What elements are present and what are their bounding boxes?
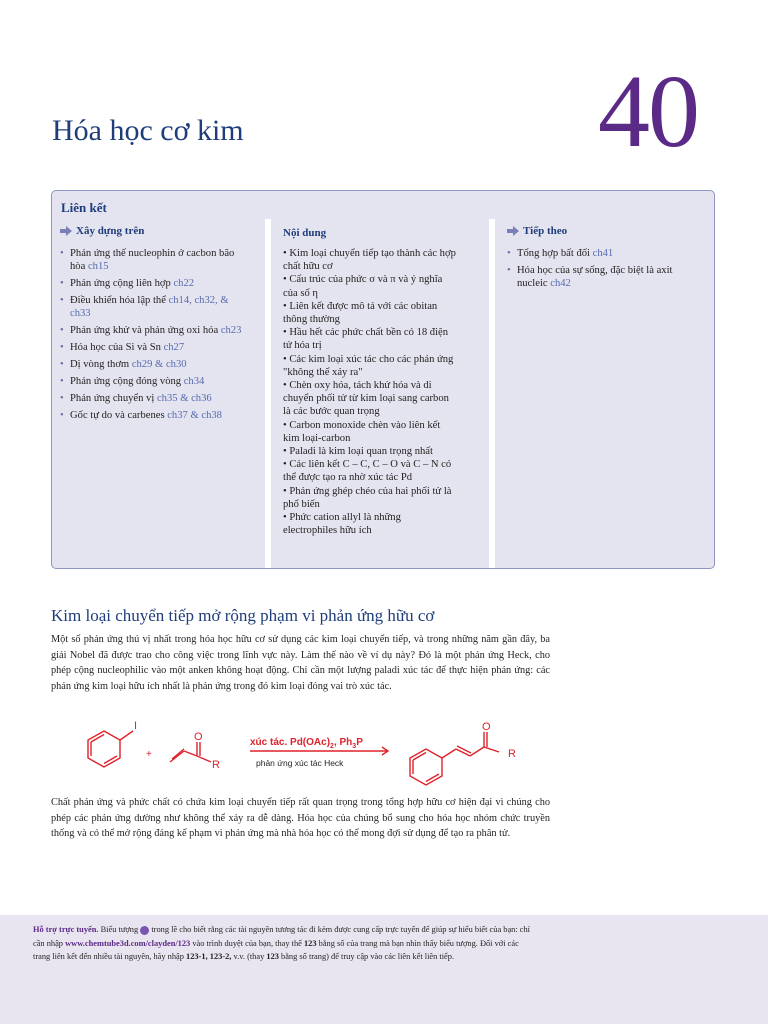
footer-text-part: v.v. (thay — [231, 952, 267, 962]
built-on-title: Xây dựng trên — [76, 225, 145, 237]
content-line: tử hóa trị — [283, 340, 322, 352]
link-list-item — [60, 392, 250, 405]
link-item-text: Phản ứng thế nucleophin ở cacbon bão hòa — [70, 248, 235, 272]
content-line: thông thường — [283, 314, 340, 326]
link-item-text: Điều khiển hóa lập thể — [70, 295, 169, 306]
content-line: kim loại-carbon — [283, 432, 351, 444]
link-list-item — [60, 277, 250, 290]
footer-bold: 123 — [266, 952, 279, 962]
section-heading: Kim loại chuyển tiếp mở rộng phạm vi phản ứng hữu cơ — [51, 606, 435, 625]
content-line: • Paladi là kim loại quan trọng nhất — [283, 446, 433, 458]
links-box — [51, 190, 715, 569]
content-line: • Phản ứng ghép chéo của hai phối tử là — [283, 485, 452, 497]
next-heading — [507, 225, 567, 237]
online-support-footer — [0, 915, 768, 1024]
content-heading: Nội dung — [283, 227, 327, 239]
iodine-label: I — [134, 720, 138, 732]
chapter-ref-link[interactable]: ch37 & ch38 — [167, 410, 222, 421]
catalyst-label: xúc tác. $Pd(OAc)_2$, $Ph_3P$ — [250, 737, 363, 750]
content-list — [283, 247, 475, 537]
link-list-item — [60, 358, 250, 371]
link-list-item — [60, 341, 250, 354]
content-line: • Hầu hết các phức chất bền có 18 điện — [283, 327, 449, 339]
link-item-text: Phản ứng chuyển vị — [70, 393, 157, 404]
link-item-text: Gốc tự do và carbenes — [70, 410, 168, 421]
content-line: • Chèn oxy hóa, tách khử hóa và di — [283, 380, 432, 392]
footer-text-part: trong lề cho biết rằng các tài nguyên tương tác đi kèm được cung cấp trực tuyến để giúp sự hiểu biết của bạn: chỉ cần nhập — [33, 925, 531, 948]
content-line: chất hữu cơ — [283, 261, 333, 273]
chapter-number: 40 — [598, 54, 698, 169]
footer-lead: Hỗ trợ trực tuyến. — [33, 925, 99, 934]
chapter-ref-link[interactable]: ch41 — [592, 248, 614, 259]
links-heading: Liên kết — [61, 200, 107, 215]
link-item-text: Phản ứng cộng đóng vòng — [70, 376, 184, 387]
chapter-ref-link[interactable]: ch34 — [183, 376, 205, 387]
built-on-heading — [60, 225, 144, 237]
paragraph-summary: Chất phản ứng và phức chất có chứa kim loại chuyển tiếp rất quan trọng trong tổng hợp hữu cơ hiện đại vì chúng cho phép các phản ứng dường như không thể xảy ra dễ dàng. Hóa học của chúng bổ sung cho hóa học nhóm chức truyền thống và có thể mở rộng đáng kể phạm vi phản ứng mà nhà hóa học có thể mong đợi sử dụng để tạo ra phân tử. — [51, 797, 550, 839]
content-line: • Các liên kết C – C, C – O và C – N có — [283, 459, 452, 471]
content-line: • Cấu trúc của phức σ và π và ý nghĩa — [283, 274, 443, 286]
content-line: của số η — [283, 287, 318, 299]
link-item-text: Phản ứng cộng liên hợp — [70, 278, 174, 289]
product-oxygen-label: O — [482, 721, 491, 733]
footer-bold: 123 — [303, 938, 317, 948]
chapter-ref-link[interactable]: ch35 & ch36 — [156, 393, 212, 404]
link-list-item — [507, 247, 702, 260]
footer-text — [33, 923, 533, 964]
content-line: • Liên kết được mô tả với các obitan — [283, 300, 438, 312]
column-divider — [489, 219, 495, 568]
arrow-right-icon — [507, 227, 519, 235]
link-list-item — [60, 247, 250, 273]
link-item-text: Tổng hợp bất đối — [517, 248, 593, 259]
content-line: • Các kim loại xúc tác cho các phản ứng — [283, 353, 454, 365]
content-line: "không thể xảy ra" — [283, 366, 363, 378]
online-resource-icon — [140, 926, 149, 935]
link-list-item — [60, 294, 250, 320]
next-list — [507, 247, 702, 294]
link-item-text: Hóa học của sự sống, đặc biệt là axit nucleic — [517, 265, 673, 289]
product-ring — [410, 749, 442, 785]
content-line: • Kim loại chuyển tiếp tạo thành các hợp — [283, 248, 456, 259]
chapter-ref-link[interactable]: ch42 — [550, 278, 571, 289]
r-group-label: R — [212, 759, 220, 771]
link-list-item — [507, 264, 702, 290]
footer-text-part: bằng số trang) để truy cập vào các liên kết liên tiếp. — [278, 952, 455, 962]
content-line: thể được tạo ra nhờ xúc tác Pd — [283, 472, 413, 484]
chapter-ref-link[interactable]: ch15 — [87, 261, 109, 272]
chapter-ref-link[interactable]: ch27 — [163, 342, 185, 353]
content-line: electrophiles hữu ích — [283, 525, 372, 537]
footer-bold: 123-1, 123-2, — [186, 952, 232, 962]
link-item-text: Hóa học của Si và Sn — [70, 342, 164, 353]
heck-reaction-scheme — [70, 715, 550, 795]
footer-text-part: vào trình duyệt của bạn, thay thế — [190, 938, 304, 948]
iodobenzene-ring — [88, 731, 120, 767]
chapter-ref-link[interactable]: ch29 & ch30 — [131, 359, 187, 370]
chapter-ref-link[interactable]: ch14, ch32, & ch33 — [70, 295, 229, 319]
content-line: là các bước quan trọng — [283, 406, 380, 418]
next-title: Tiếp theo — [523, 225, 568, 237]
footer-text-part: bằng số của trang mà bạn nhìn thấy biểu tượng. Đối với các trang liên kết đến nhiều tài nguyên, hãy nhập — [33, 938, 519, 962]
link-list-item — [60, 409, 250, 422]
link-list-item — [60, 375, 250, 388]
content-line: • Carbon monoxide chèn vào liên kết — [283, 419, 441, 431]
chapter-ref-link[interactable]: ch23 — [220, 325, 242, 336]
plus-sign: + — [146, 749, 152, 760]
column-divider — [265, 219, 271, 568]
content-line: phổ biến — [283, 498, 320, 510]
product-r-group-label: R — [508, 748, 516, 760]
arrow-right-icon — [60, 227, 72, 235]
content-line: • Phức cation allyl là những — [283, 512, 401, 524]
chapter-ref-link[interactable]: ch22 — [173, 278, 195, 289]
reaction-name-label: phản ứng xúc tác Heck — [256, 758, 344, 768]
oxygen-label: O — [194, 731, 203, 743]
link-list-item — [60, 324, 250, 337]
built-on-list — [60, 247, 250, 426]
chemtube-link[interactable]: www.chemtube3d.com/clayden/123 — [65, 938, 191, 948]
paragraph-intro: Một số phản ứng thú vị nhất trong hóa học hữu cơ sử dụng các kim loại chuyển tiếp, và trong những năm gần đây, ba giải Nobel đã được trao cho công việc trong lĩnh vực này. Làm thế nào về ví dụ này? Đó là một phản ứng Heck, cho phép cộng nucleophilic vào một anken không hoạt động. Chỉ cần một lượng paladi xúc tác để thực hiện phản ứng: các phản ứng kim loại hữu ích nhất là phản ứng trong đó kim loại đóng vai trò xúc tác. — [51, 634, 550, 692]
c-i-bond — [120, 731, 133, 740]
chapter-title: Hóa học cơ kim — [52, 114, 244, 147]
link-item-text: Phản ứng khử và phản ứng oxi hóa — [70, 325, 221, 336]
content-line: chuyển phối tử từ kim loại sang carbon — [283, 393, 449, 405]
footer-text-part: Biểu tượng — [98, 925, 141, 934]
link-item-text: Dị vòng thơm — [70, 359, 132, 370]
